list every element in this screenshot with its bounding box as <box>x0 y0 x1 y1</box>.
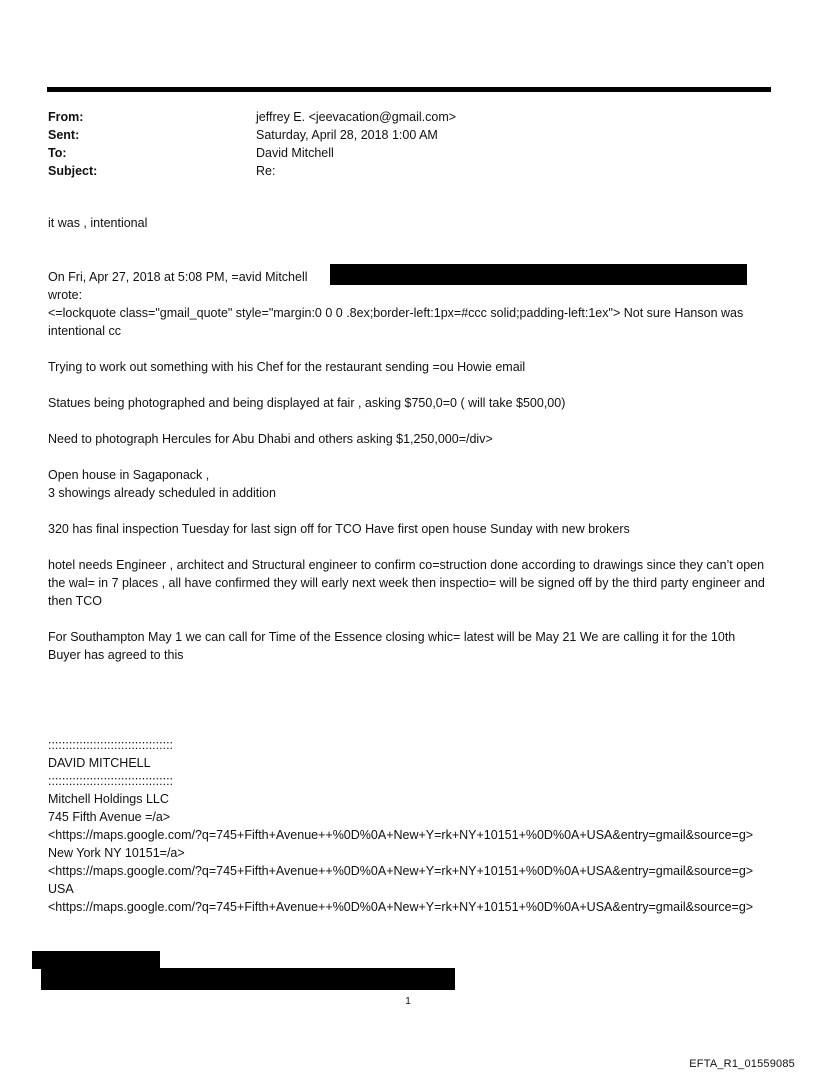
reply-text: it was , intentional <box>48 216 148 230</box>
email-body <box>48 214 770 916</box>
to-label: To: <box>48 146 67 160</box>
document-id: EFTA_R1_01559085 <box>689 1058 795 1070</box>
sent-row <box>48 126 456 144</box>
subject-value: Re: <box>256 164 276 178</box>
page-number: 1 <box>405 996 411 1007</box>
signature-name: DAVID MITCHELL <box>48 756 151 770</box>
redaction-bar <box>330 264 747 285</box>
to-value: David Mitchell <box>256 146 334 160</box>
signature-company: Mitchell Holdings LLC <box>48 792 169 806</box>
quoted-paragraph: Statues being photographed and being displayed at fair , asking $750,0=0 ( will take $500,00) <box>48 396 566 410</box>
sent-value: Saturday, April 28, 2018 1:00 AM <box>256 128 438 142</box>
quote-intro-line1: On Fri, Apr 27, 2018 at 5:08 PM, =avid Mitchell <box>48 270 308 284</box>
redaction-bar <box>41 968 455 990</box>
quoted-paragraph: Open house in Sagaponack , <box>48 468 210 482</box>
quoted-paragraph: hotel needs Engineer , architect and Structural engineer to confirm co=struction done according to drawings since they can’t open the wal= in 7 places , all have confirmed they will early next week then inspectio= will be signed off by the third party engineer and then TCO <box>48 558 765 608</box>
map-link[interactable]: <https://maps.google.com/?q=745+Fifth+Avenue++%0D%0A+New+Y=rk+NY+10151+%0D%0A+USA&entry=gmail&source=g> <box>48 864 754 878</box>
redaction-bar <box>32 951 160 969</box>
signature-address: USA <box>48 882 74 896</box>
to-row <box>48 144 456 162</box>
map-link[interactable]: <https://maps.google.com/?q=745+Fifth+Avenue++%0D%0A+New+Y=rk+NY+10151+%0D%0A+USA&entry=gmail&source=g> <box>48 900 754 914</box>
signature-dots: :::::::::::::::::::::::::::::::::::: <box>48 774 174 788</box>
from-label: From: <box>48 110 84 124</box>
quoted-paragraph: 320 has final inspection Tuesday for last sign off for TCO Have first open house Sunday with new brokers <box>48 522 630 536</box>
subject-label: Subject: <box>48 164 98 178</box>
subject-row <box>48 162 456 180</box>
quoted-paragraph: 3 showings already scheduled in addition <box>48 486 276 500</box>
map-link[interactable]: <https://maps.google.com/?q=745+Fifth+Avenue++%0D%0A+New+Y=rk+NY+10151+%0D%0A+USA&entry=gmail&source=g> <box>48 828 754 842</box>
email-header <box>48 108 456 180</box>
signature-address: 745 Fifth Avenue =/a> <box>48 810 171 824</box>
from-value: jeffrey E. <jeevacation@gmail.com> <box>256 110 457 124</box>
from-row <box>48 108 456 126</box>
quoted-paragraph: For Southampton May 1 we can call for Time of the Essence closing whic= latest will be May 21 We are calling it for the 10th Buyer has agreed to this <box>48 630 736 662</box>
quoted-paragraph: Need to photograph Hercules for Abu Dhabi and others asking $1,250,000=/div> <box>48 432 493 446</box>
signature-address: New York NY 10151=/a> <box>48 846 185 860</box>
sent-label: Sent: <box>48 128 80 142</box>
header-rule <box>47 87 771 92</box>
signature-dots: :::::::::::::::::::::::::::::::::::: <box>48 738 174 752</box>
quoted-paragraph: <=lockquote class="gmail_quote" style="margin:0 0 0 .8ex;border-left:1px=#ccc solid;padding-left:1ex"> Not sure Hanson was intentional cc <box>48 306 744 338</box>
quoted-paragraph: Trying to work out something with his Chef for the restaurant sending =ou Howie email <box>48 360 526 374</box>
quote-intro-line2: wrote: <box>48 288 83 302</box>
